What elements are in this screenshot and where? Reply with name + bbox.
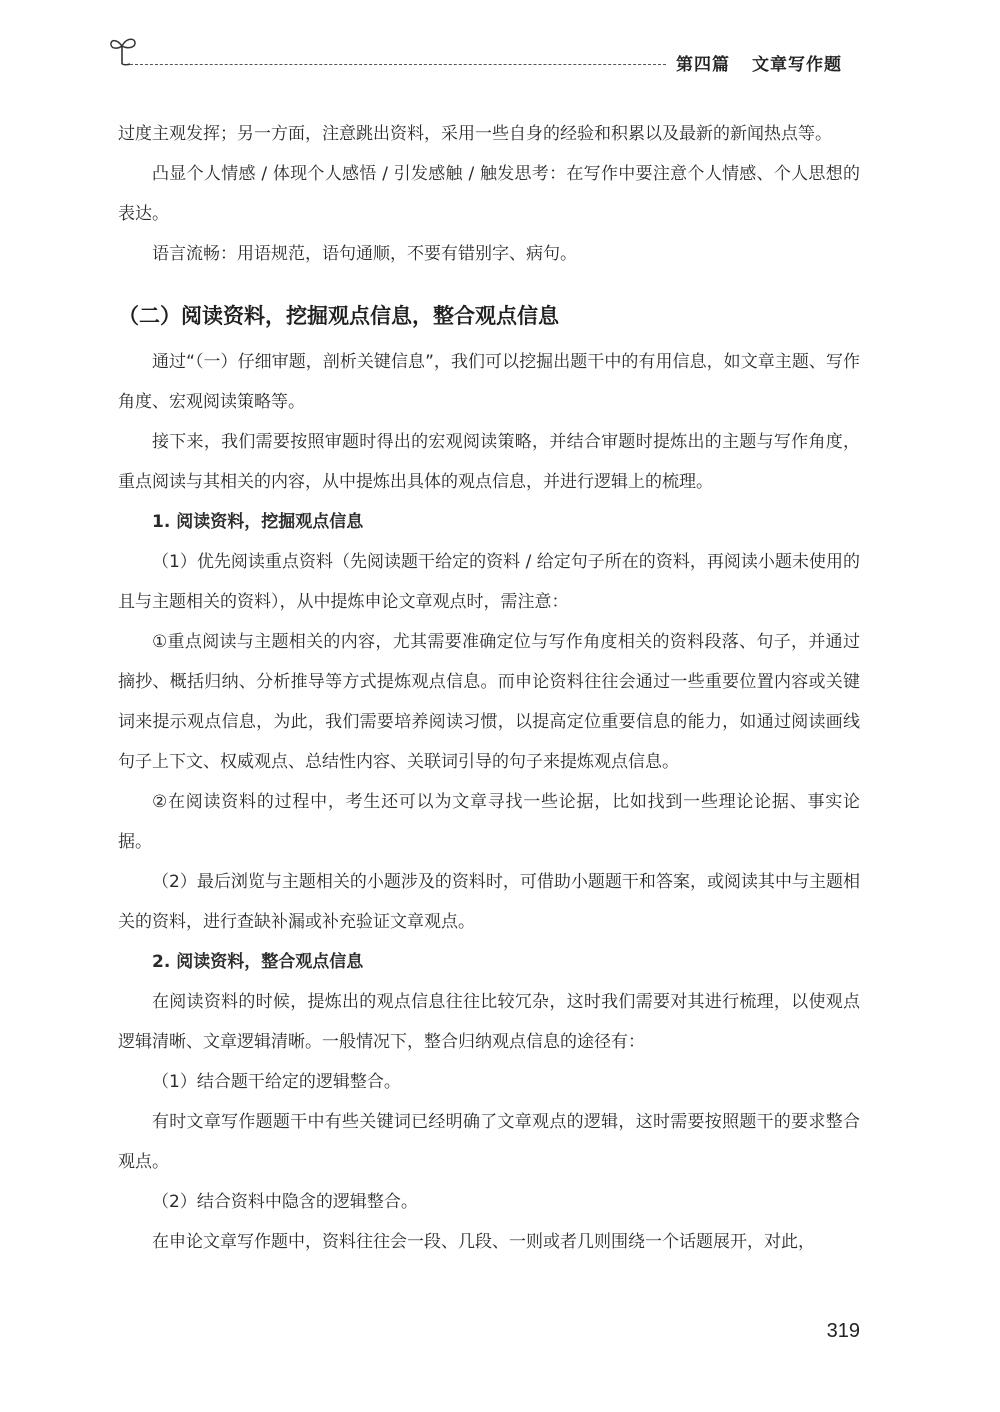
chapter-title: 文章写作题 [752, 55, 842, 75]
paragraph: ①重点阅读与主题相关的内容，尤其需要准确定位与写作角度相关的资料段落、句子，并通过摘抄、概括归纳、分析推导等方式提炼观点信息。而申论资料往往会通过一些重要位置内容或关键词来提示观点信息，为此，我们需要培养阅读习惯，以提高定位重要信息的能力，如通过阅读画线句子上下文、权威观点、总结性内容、关联词引导的句子来提炼观点信息。 [118, 632, 860, 772]
paragraph: 在申论文章写作题中，资料往往会一段、几段、一则或者几则围绕一个话题展开，对此， [152, 1232, 815, 1252]
paragraph: 通过“（一）仔细审题，剖析关键信息”，我们可以挖掘出题干中的有用信息，如文章主题、写作角度、宏观阅读策略等。 [118, 352, 860, 412]
subsection-heading: 1. 阅读资料，挖掘观点信息 [152, 512, 364, 532]
paragraph: （2）结合资料中隐含的逻辑整合。 [152, 1192, 418, 1212]
paragraph: （1）结合题干给定的逻辑整合。 [152, 1072, 401, 1092]
paragraph: 接下来，我们需要按照审题时得出的宏观阅读策略，并结合审题时提炼出的主题与写作角度，重点阅读与其相关的内容，从中提炼出具体的观点信息，并进行逻辑上的梳理。 [118, 432, 860, 492]
page-number: 319 [826, 1320, 860, 1342]
paragraph: 过度主观发挥；另一方面，注意跳出资料，采用一些自身的经验和积累以及最新的新闻热点等。 [118, 124, 832, 144]
paragraph: （1）优先阅读重点资料（先阅读题干给定的资料 / 给定句子所在的资料，再阅读小题未使用的且与主题相关的资料），从中提炼申论文章观点时，需注意： [118, 552, 860, 612]
part-label: 第四篇 [676, 55, 730, 75]
paragraph: 在阅读资料的时候，提炼出的观点信息往往比较冗杂，这时我们需要对其进行梳理，以使观点逻辑清晰、文章逻辑清晰。一般情况下，整合归纳观点信息的途径有： [118, 992, 860, 1052]
paragraph: ②在阅读资料的过程中，考生还可以为文章寻找一些论据，比如找到一些理论论据、事实论据。 [118, 792, 860, 852]
paragraph: 有时文章写作题题干中有些关键词已经明确了文章观点的逻辑，这时需要按照题干的要求整合观点。 [118, 1112, 860, 1172]
header-rule [130, 64, 666, 65]
sprout-icon [108, 34, 138, 68]
subsection-heading: 2. 阅读资料，整合观点信息 [152, 952, 364, 972]
section-heading: （二）阅读资料，挖掘观点信息，整合观点信息 [118, 304, 559, 328]
paragraph: 凸显个人情感 / 体现个人感悟 / 引发感触 / 触发思考：在写作中要注意个人情感、个人思想的表达。 [118, 164, 860, 224]
paragraph: （2）最后浏览与主题相关的小题涉及的资料时，可借助小题题干和答案，或阅读其中与主题相关的资料，进行查缺补漏或补充验证文章观点。 [118, 872, 860, 932]
page-header [0, 0, 1000, 80]
running-head [676, 50, 842, 75]
page-body [118, 114, 860, 1262]
paragraph: 语言流畅：用语规范，语句通顺，不要有错别字、病句。 [152, 244, 577, 264]
